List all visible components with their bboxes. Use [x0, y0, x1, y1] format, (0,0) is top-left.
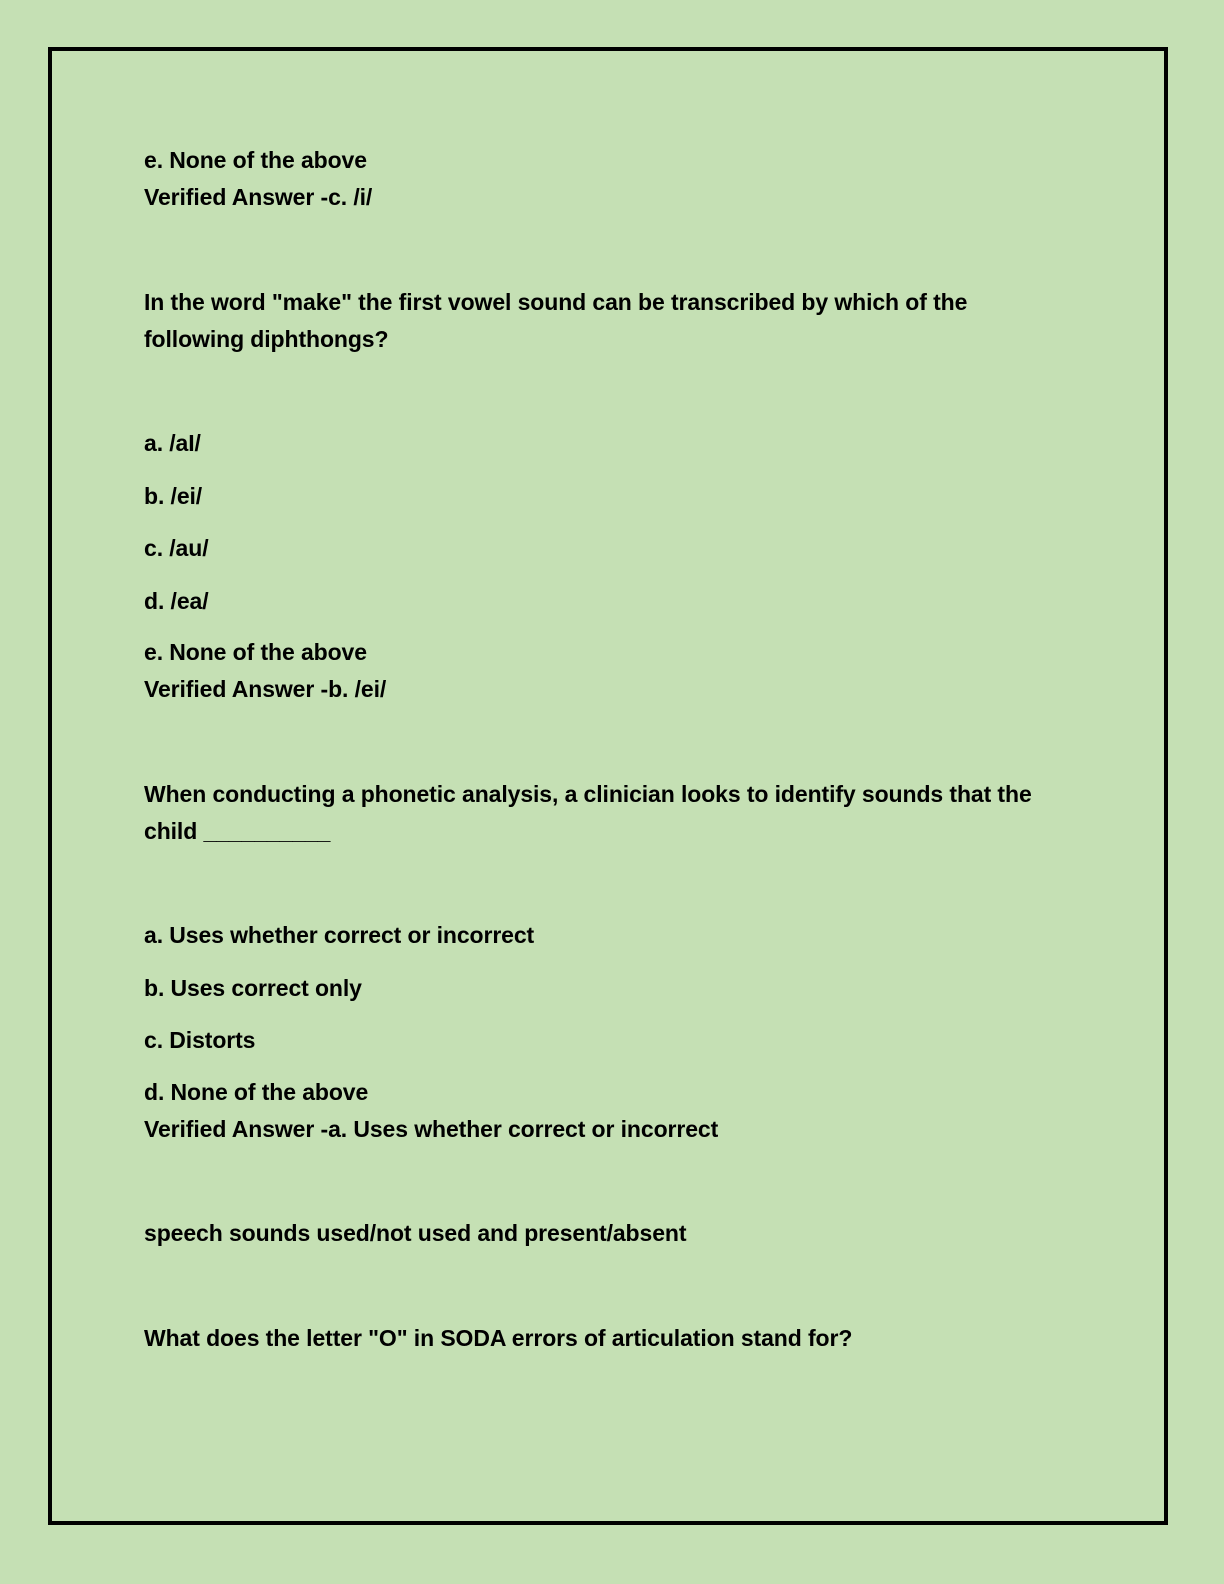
- question-text: What does the letter "O" in SODA errors of articulation stand for?: [144, 1325, 853, 1351]
- option-c: c. /au/: [144, 535, 209, 561]
- question-text: In the word "make" the first vowel sound can be transcribed by which of the: [144, 289, 968, 315]
- verified-answer: Verified Answer -b. /ei/: [144, 676, 387, 702]
- option-b: b. /ei/: [144, 483, 203, 509]
- question-text: child __________: [144, 818, 331, 844]
- option-c: c. Distorts: [144, 1027, 256, 1053]
- verified-answer: Verified Answer -c. /i/: [144, 184, 373, 210]
- note-text: speech sounds used/not used and present/absent: [144, 1220, 687, 1246]
- option-d: d. None of the above: [144, 1079, 369, 1105]
- option-a: a. /aI/: [144, 430, 201, 456]
- verified-answer: Verified Answer -a. Uses whether correct or incorrect: [144, 1116, 719, 1142]
- option-e: e. None of the above: [144, 639, 367, 665]
- option-d: d. /ea/: [144, 588, 209, 614]
- option-e: e. None of the above: [144, 147, 367, 173]
- option-a: a. Uses whether correct or incorrect: [144, 922, 535, 948]
- question-text: When conducting a phonetic analysis, a clinician looks to identify sounds that the: [144, 781, 1032, 807]
- option-b: b. Uses correct only: [144, 975, 362, 1001]
- question-text: following diphthongs?: [144, 326, 389, 352]
